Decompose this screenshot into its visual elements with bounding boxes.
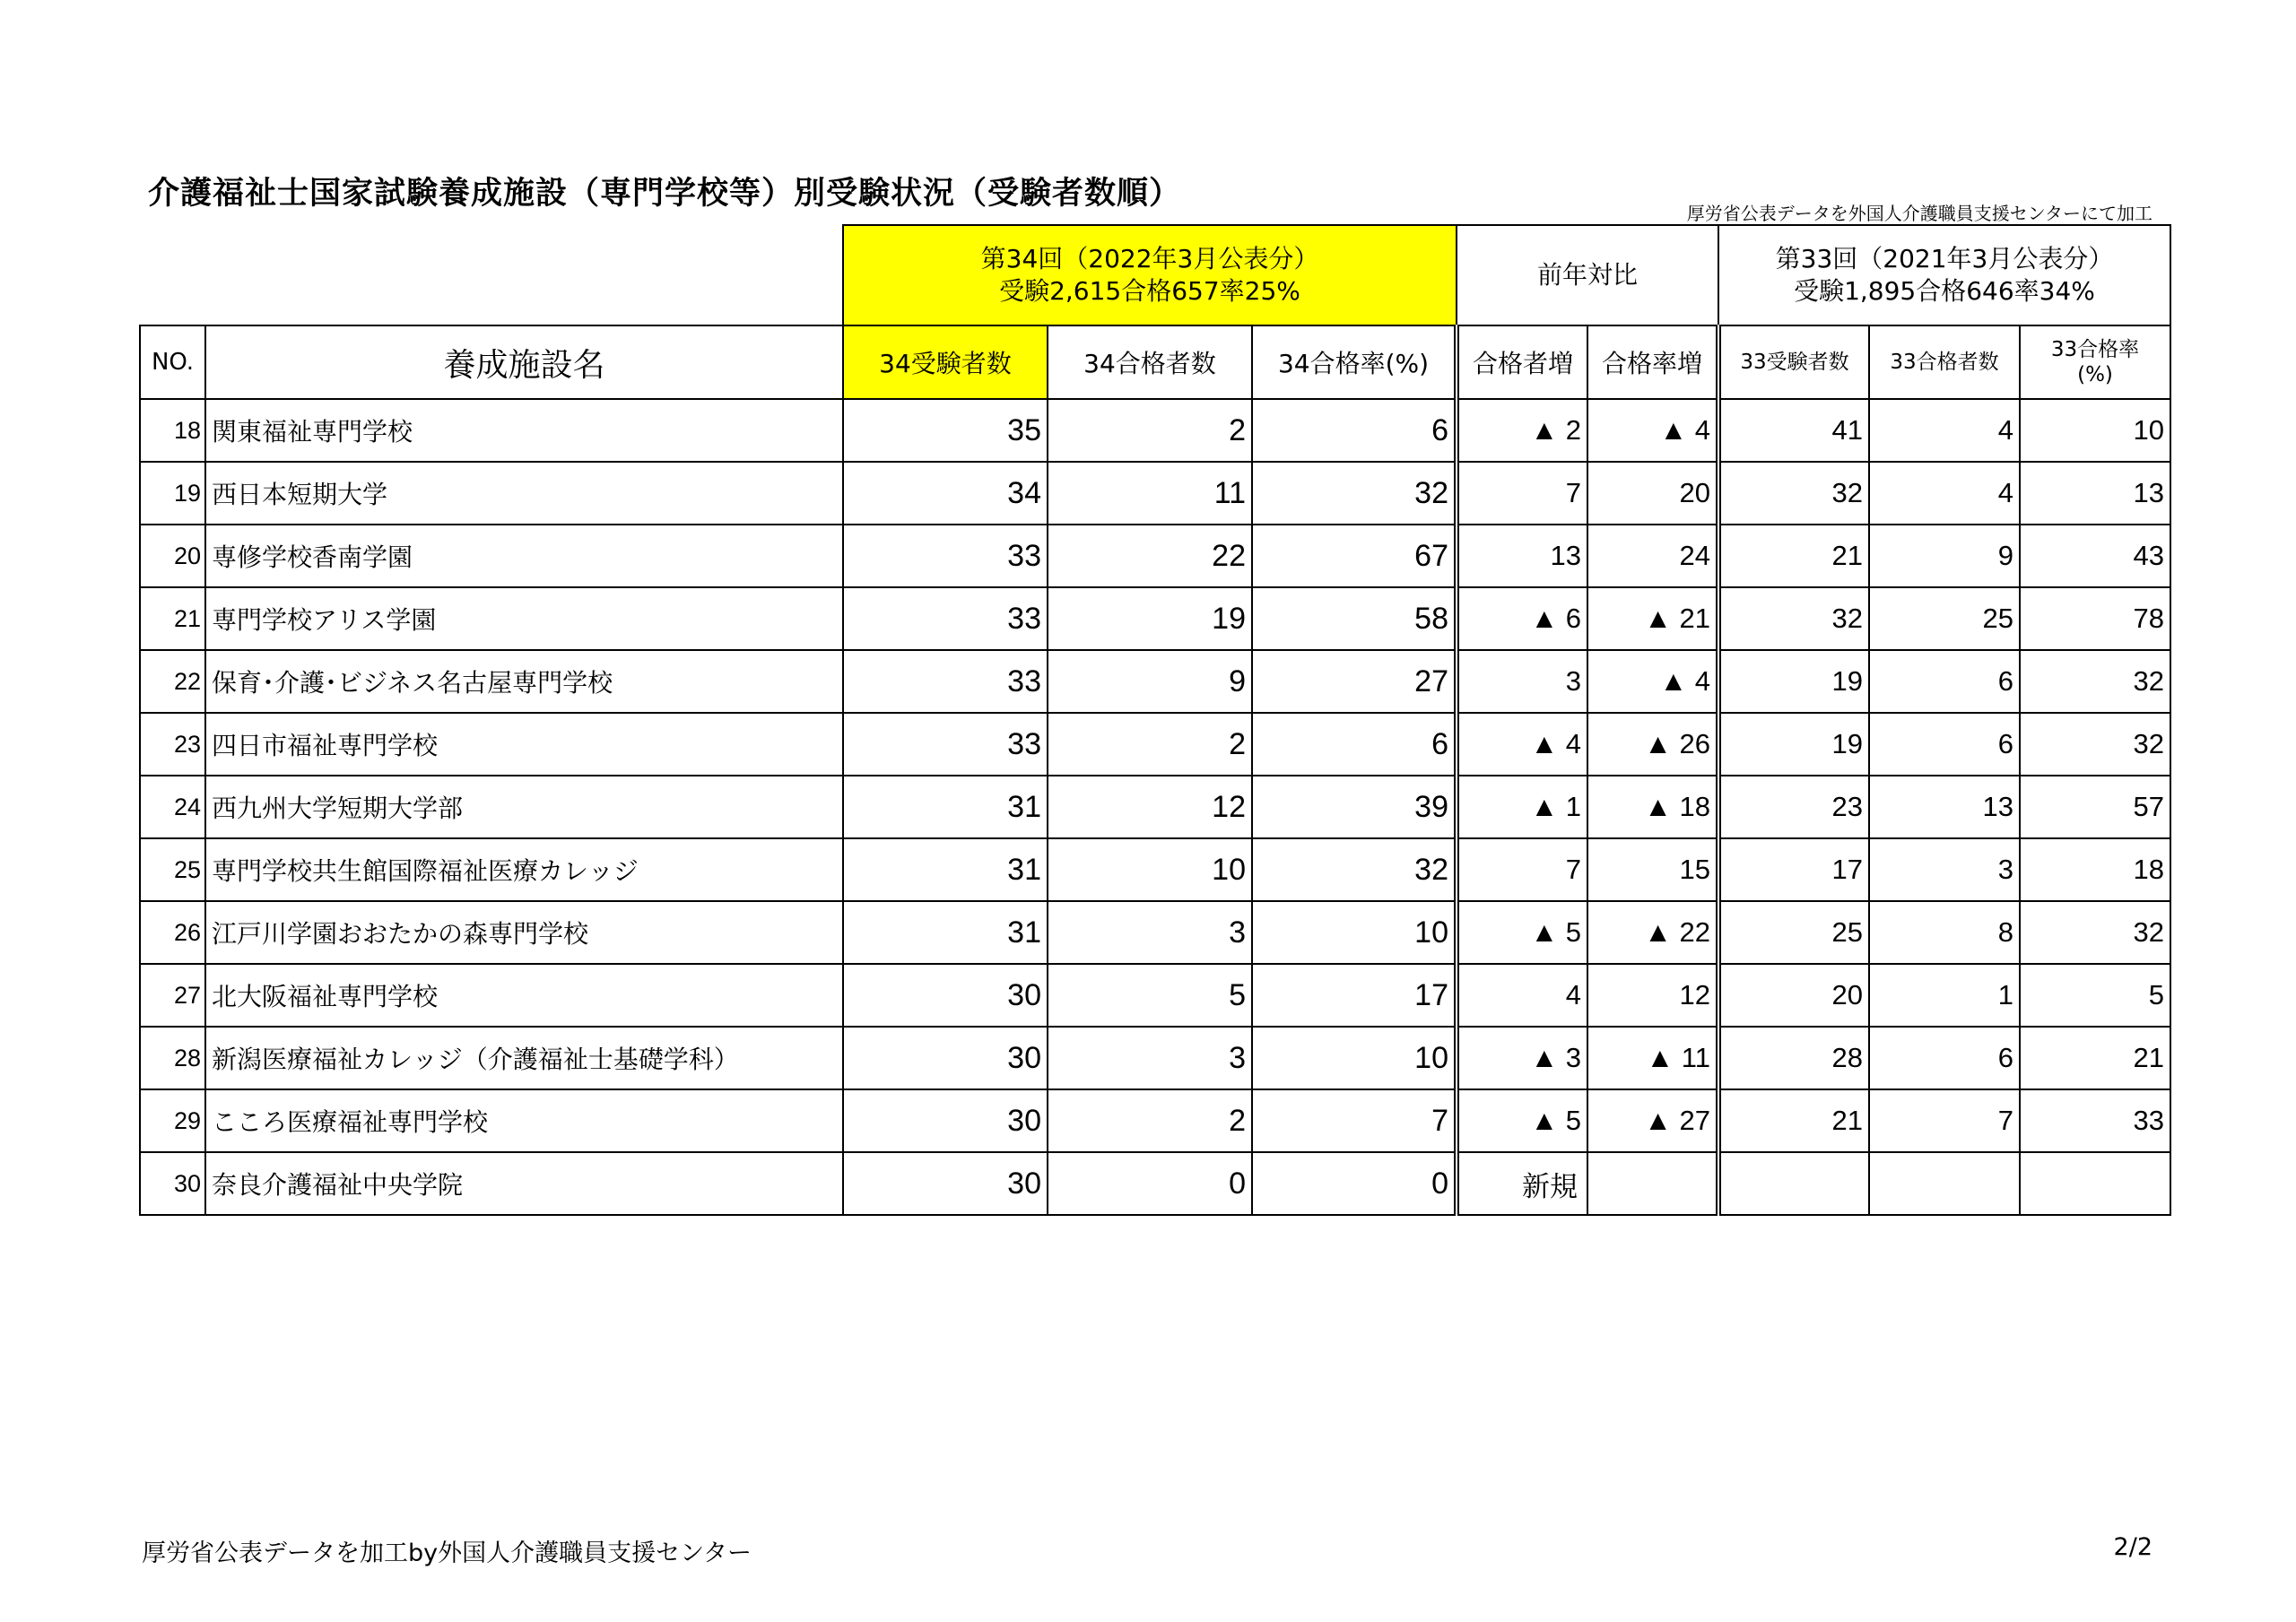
row-33-examinees xyxy=(1718,1152,1869,1215)
row-rate-increase: 15 xyxy=(1587,838,1718,901)
group-header-34-line1: 第34回（2022年3月公表分） xyxy=(980,244,1319,273)
col-header-name: 養成施設名 xyxy=(205,325,843,399)
row-34-passers: 5 xyxy=(1048,964,1252,1027)
col-header-34-examinees: 34受験者数 xyxy=(843,325,1048,399)
row-34-passers: 10 xyxy=(1048,838,1252,901)
table-row xyxy=(140,1089,2170,1152)
row-rate-increase: ▲ 26 xyxy=(1587,713,1718,776)
row-34-passers: 12 xyxy=(1048,776,1252,838)
row-34-examinees: 33 xyxy=(843,713,1048,776)
row-34-passers: 22 xyxy=(1048,525,1252,587)
row-pass-increase: 7 xyxy=(1457,462,1587,525)
row-no: 20 xyxy=(140,525,205,587)
table-row xyxy=(140,964,2170,1027)
col-header-rate-increase: 合格率増 xyxy=(1587,325,1718,399)
row-33-examinees: 25 xyxy=(1718,901,1869,964)
row-facility-name: こころ医療福祉専門学校 xyxy=(205,1089,843,1152)
row-rate-increase: ▲ 22 xyxy=(1587,901,1718,964)
table-row xyxy=(140,776,2170,838)
row-no: 19 xyxy=(140,462,205,525)
row-34-rate: 32 xyxy=(1252,838,1457,901)
row-33-rate: 5 xyxy=(2020,964,2170,1027)
row-facility-name: 新潟医療福祉カレッジ（介護福祉士基礎学科） xyxy=(205,1027,843,1089)
row-rate-increase: 24 xyxy=(1587,525,1718,587)
row-34-rate: 67 xyxy=(1252,525,1457,587)
row-no: 18 xyxy=(140,399,205,462)
row-34-passers: 3 xyxy=(1048,901,1252,964)
row-pass-increase: 13 xyxy=(1457,525,1587,587)
row-33-rate: 32 xyxy=(2020,650,2170,713)
row-33-rate: 21 xyxy=(2020,1027,2170,1089)
row-pass-increase: 3 xyxy=(1457,650,1587,713)
row-34-passers: 2 xyxy=(1048,1089,1252,1152)
row-34-examinees: 34 xyxy=(843,462,1048,525)
row-33-examinees: 17 xyxy=(1718,838,1869,901)
row-33-rate: 32 xyxy=(2020,901,2170,964)
column-header-row xyxy=(140,325,2170,399)
table-row xyxy=(140,399,2170,462)
row-34-rate: 10 xyxy=(1252,901,1457,964)
row-facility-name: 専門学校アリス学園 xyxy=(205,587,843,650)
row-33-passers: 4 xyxy=(1869,462,2020,525)
row-rate-increase: ▲ 11 xyxy=(1587,1027,1718,1089)
row-facility-name: 奈良介護福祉中央学院 xyxy=(205,1152,843,1215)
row-rate-increase: ▲ 4 xyxy=(1587,399,1718,462)
row-rate-increase xyxy=(1587,1152,1718,1215)
col-header-34-passers: 34合格者数 xyxy=(1048,325,1252,399)
row-34-rate: 6 xyxy=(1252,713,1457,776)
row-no: 23 xyxy=(140,713,205,776)
header-blank xyxy=(140,225,843,325)
row-34-examinees: 31 xyxy=(843,776,1048,838)
exam-results-table-wrapper xyxy=(139,224,2171,1216)
col-header-33-passers: 33合格者数 xyxy=(1869,325,2020,399)
row-33-passers: 4 xyxy=(1869,399,2020,462)
group-header-33-line1: 第33回（2021年3月公表分） xyxy=(1775,244,2114,273)
row-no: 21 xyxy=(140,587,205,650)
row-facility-name: 北大阪福祉専門学校 xyxy=(205,964,843,1027)
table-row xyxy=(140,1027,2170,1089)
row-no: 22 xyxy=(140,650,205,713)
row-34-rate: 32 xyxy=(1252,462,1457,525)
row-34-passers: 11 xyxy=(1048,462,1252,525)
row-34-passers: 9 xyxy=(1048,650,1252,713)
row-pass-increase: 新規 xyxy=(1457,1152,1587,1215)
row-facility-name: 四日市福祉専門学校 xyxy=(205,713,843,776)
row-34-examinees: 30 xyxy=(843,964,1048,1027)
row-34-rate: 7 xyxy=(1252,1089,1457,1152)
row-34-examinees: 30 xyxy=(843,1089,1048,1152)
row-no: 29 xyxy=(140,1089,205,1152)
row-pass-increase: ▲ 1 xyxy=(1457,776,1587,838)
row-34-examinees: 35 xyxy=(843,399,1048,462)
row-no: 26 xyxy=(140,901,205,964)
row-facility-name: 江戸川学園おおたかの森専門学校 xyxy=(205,901,843,964)
row-no: 30 xyxy=(140,1152,205,1215)
row-33-rate: 78 xyxy=(2020,587,2170,650)
row-facility-name: 西日本短期大学 xyxy=(205,462,843,525)
row-33-examinees: 21 xyxy=(1718,525,1869,587)
group-header-diff xyxy=(1457,225,1718,325)
row-33-passers: 3 xyxy=(1869,838,2020,901)
col-header-33-rate-line1: 33合格率 xyxy=(2050,338,2140,361)
row-34-examinees: 31 xyxy=(843,838,1048,901)
row-34-passers: 2 xyxy=(1048,399,1252,462)
row-facility-name: 関東福祉専門学校 xyxy=(205,399,843,462)
row-33-passers: 8 xyxy=(1869,901,2020,964)
page-title: 介護福祉士国家試験養成施設（専門学校等）別受験状況（受験者数順） xyxy=(148,176,1182,212)
row-34-rate: 27 xyxy=(1252,650,1457,713)
group-header-33-line2: 受験1,895合格646率34% xyxy=(1794,276,2095,306)
row-33-rate: 43 xyxy=(2020,525,2170,587)
row-34-passers: 0 xyxy=(1048,1152,1252,1215)
row-34-examinees: 33 xyxy=(843,650,1048,713)
row-34-passers: 3 xyxy=(1048,1027,1252,1089)
row-rate-increase: ▲ 18 xyxy=(1587,776,1718,838)
row-33-passers: 1 xyxy=(1869,964,2020,1027)
row-33-examinees: 32 xyxy=(1718,587,1869,650)
row-34-rate: 6 xyxy=(1252,399,1457,462)
row-34-examinees: 33 xyxy=(843,587,1048,650)
row-33-rate: 33 xyxy=(2020,1089,2170,1152)
row-34-examinees: 33 xyxy=(843,525,1048,587)
col-header-pass-increase: 合格者増 xyxy=(1457,325,1587,399)
row-pass-increase: ▲ 4 xyxy=(1457,713,1587,776)
row-33-examinees: 23 xyxy=(1718,776,1869,838)
row-rate-increase: 20 xyxy=(1587,462,1718,525)
row-pass-increase: 7 xyxy=(1457,838,1587,901)
group-header-34 xyxy=(843,225,1457,325)
row-33-rate: 57 xyxy=(2020,776,2170,838)
row-facility-name: 西九州大学短期大学部 xyxy=(205,776,843,838)
row-33-examinees: 21 xyxy=(1718,1089,1869,1152)
row-no: 25 xyxy=(140,838,205,901)
col-header-34-rate: 34合格率(%) xyxy=(1252,325,1457,399)
row-33-passers: 9 xyxy=(1869,525,2020,587)
row-34-passers: 19 xyxy=(1048,587,1252,650)
row-33-passers: 6 xyxy=(1869,1027,2020,1089)
row-33-rate: 13 xyxy=(2020,462,2170,525)
row-pass-increase: ▲ 2 xyxy=(1457,399,1587,462)
col-header-33-rate xyxy=(2020,325,2170,399)
row-33-passers xyxy=(1869,1152,2020,1215)
row-33-passers: 7 xyxy=(1869,1089,2020,1152)
table-row xyxy=(140,901,2170,964)
col-header-33-examinees: 33受験者数 xyxy=(1718,325,1869,399)
row-no: 27 xyxy=(140,964,205,1027)
row-33-rate: 18 xyxy=(2020,838,2170,901)
row-34-rate: 0 xyxy=(1252,1152,1457,1215)
row-rate-increase: 12 xyxy=(1587,964,1718,1027)
row-facility-name: 専修学校香南学園 xyxy=(205,525,843,587)
group-header-row xyxy=(140,225,2170,325)
row-33-rate xyxy=(2020,1152,2170,1215)
row-33-rate: 10 xyxy=(2020,399,2170,462)
col-header-no: NO. xyxy=(140,325,205,399)
row-facility-name: 専門学校共生館国際福祉医療カレッジ xyxy=(205,838,843,901)
col-header-33-rate-line2: (%) xyxy=(2077,363,2113,386)
group-header-diff-label: 前年対比 xyxy=(1536,260,1638,290)
row-rate-increase: ▲ 27 xyxy=(1587,1089,1718,1152)
page-number: 2/2 xyxy=(2113,1533,2152,1561)
table-row xyxy=(140,713,2170,776)
group-header-34-line2: 受験2,615合格657率25% xyxy=(999,276,1300,306)
row-33-examinees: 19 xyxy=(1718,650,1869,713)
row-no: 24 xyxy=(140,776,205,838)
row-33-passers: 6 xyxy=(1869,713,2020,776)
table-row xyxy=(140,650,2170,713)
row-33-examinees: 41 xyxy=(1718,399,1869,462)
row-pass-increase: ▲ 5 xyxy=(1457,1089,1587,1152)
row-34-rate: 10 xyxy=(1252,1027,1457,1089)
table-row xyxy=(140,838,2170,901)
row-33-examinees: 28 xyxy=(1718,1027,1869,1089)
row-33-examinees: 32 xyxy=(1718,462,1869,525)
table-row xyxy=(140,587,2170,650)
row-33-rate: 32 xyxy=(2020,713,2170,776)
group-header-33 xyxy=(1718,225,2170,325)
row-pass-increase: ▲ 6 xyxy=(1457,587,1587,650)
row-34-rate: 39 xyxy=(1252,776,1457,838)
table-row xyxy=(140,1152,2170,1215)
row-33-examinees: 19 xyxy=(1718,713,1869,776)
row-34-passers: 2 xyxy=(1048,713,1252,776)
row-34-rate: 17 xyxy=(1252,964,1457,1027)
table-row xyxy=(140,525,2170,587)
row-rate-increase: ▲ 21 xyxy=(1587,587,1718,650)
row-33-passers: 25 xyxy=(1869,587,2020,650)
row-rate-increase: ▲ 4 xyxy=(1587,650,1718,713)
source-note: 厚労省公表データを外国人介護職員支援センターにて加工 xyxy=(1686,203,2152,224)
row-pass-increase: 4 xyxy=(1457,964,1587,1027)
row-no: 28 xyxy=(140,1027,205,1089)
row-33-passers: 13 xyxy=(1869,776,2020,838)
row-33-examinees: 20 xyxy=(1718,964,1869,1027)
row-34-examinees: 30 xyxy=(843,1152,1048,1215)
row-pass-increase: ▲ 5 xyxy=(1457,901,1587,964)
row-34-examinees: 31 xyxy=(843,901,1048,964)
table-row xyxy=(140,462,2170,525)
row-pass-increase: ▲ 3 xyxy=(1457,1027,1587,1089)
exam-results-table xyxy=(139,224,2171,1216)
footer-credit: 厚労省公表データを加工by外国人介護職員支援センター xyxy=(142,1540,752,1567)
row-34-examinees: 30 xyxy=(843,1027,1048,1089)
row-facility-name: 保育･介護･ビジネス名古屋専門学校 xyxy=(205,650,843,713)
row-34-rate: 58 xyxy=(1252,587,1457,650)
row-33-passers: 6 xyxy=(1869,650,2020,713)
